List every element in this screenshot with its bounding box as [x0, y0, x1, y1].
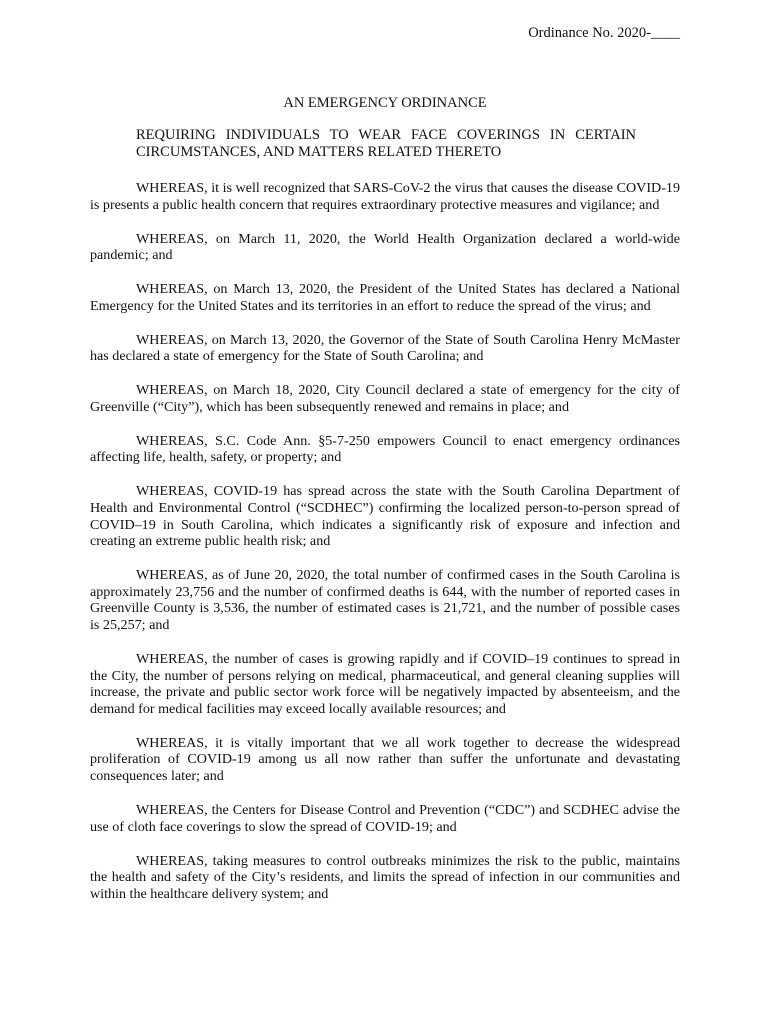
whereas-paragraph-cdc-advice: WHEREAS, the Centers for Disease Control and Prevention (“CDC”) and SCDHEC advise the use of cloth face coverings to slow the spread of COVID-19; and: [90, 801, 680, 835]
document-body: [90, 180, 680, 920]
whereas-paragraph-control-outbreaks: WHEREAS, taking measures to control outbreaks minimizes the risk to the public, maintains the health and safety of the City’s residents, and limits the spread of infection in our communities and within the healthcare delivery system; and: [90, 852, 680, 902]
whereas-paragraph-scdhec-spread: WHEREAS, COVID-19 has spread across the state with the South Carolina Department of Health and Environmental Control (“SCDHEC”) confirming the localized person-to-person spread of COVID–19 in South Carolina, which indicates a significantly risk of exposure and infection and creating an extreme public health risk; and: [90, 483, 680, 550]
whereas-paragraph-city-emergency: WHEREAS, on March 18, 2020, City Council declared a state of emergency for the city of Greenville (“City”), which has been subsequently renewed and remains in place; and: [90, 382, 680, 415]
document-title: AN EMERGENCY ORDINANCE: [283, 95, 487, 111]
whereas-paragraph-state-emergency: WHEREAS, on March 13, 2020, the Governor of the State of South Carolina Henry McMaster has declared a state of emergency for the State of South Carolina; and: [90, 331, 680, 365]
whereas-paragraph-growth-impact: WHEREAS, the number of cases is growing rapidly and if COVID–19 continues to spread in the City, the number of persons relying on medical, pharmaceutical, and general cleaning supplies will increase, the private and public sector work force will be negatively impacted by absenteeism, and the demand for medical facilities may exceed locally available resources; and: [90, 651, 680, 717]
whereas-paragraph-code-authority: WHEREAS, S.C. Code Ann. §5-7-250 empowers Council to enact emergency ordinances affecting life, health, safety, or property; and: [90, 432, 680, 466]
whereas-paragraph-work-together: WHEREAS, it is vitally important that we all work together to decrease the widespread proliferation of COVID-19 among us all now rather than suffer the unfortunate and devastating consequences later; and: [90, 734, 680, 784]
document-subject: REQUIRING INDIVIDUALS TO WEAR FACE COVERINGS IN CERTAIN CIRCUMSTANCES, AND MATTERS RELATED THERETO: [136, 127, 636, 160]
whereas-paragraph-who-covid: WHEREAS, it is well recognized that SARS-CoV-2 the virus that causes the disease COVID-19 is presents a public health concern that requires extraordinary protective measures and vigilance; and: [90, 180, 680, 213]
ordinance-number: Ordinance No. 2020-____: [528, 25, 680, 41]
whereas-paragraph-who-pandemic: WHEREAS, on March 11, 2020, the World Health Organization declared a world-wide pandemic; and: [90, 230, 680, 264]
whereas-paragraph-national-emergency: WHEREAS, on March 13, 2020, the President of the United States has declared a National Emergency for the United States and its territories in an effort to reduce the spread of the virus; and: [90, 281, 680, 314]
whereas-paragraph-case-counts: WHEREAS, as of June 20, 2020, the total number of confirmed cases in the South Carolina is approximately 23,756 and the number of confirmed deaths is 644, with the number of reported cases in Greenville County is 3,536, the number of estimated cases is 21,721, and the number of possible cases is 25,257; and: [90, 567, 680, 634]
